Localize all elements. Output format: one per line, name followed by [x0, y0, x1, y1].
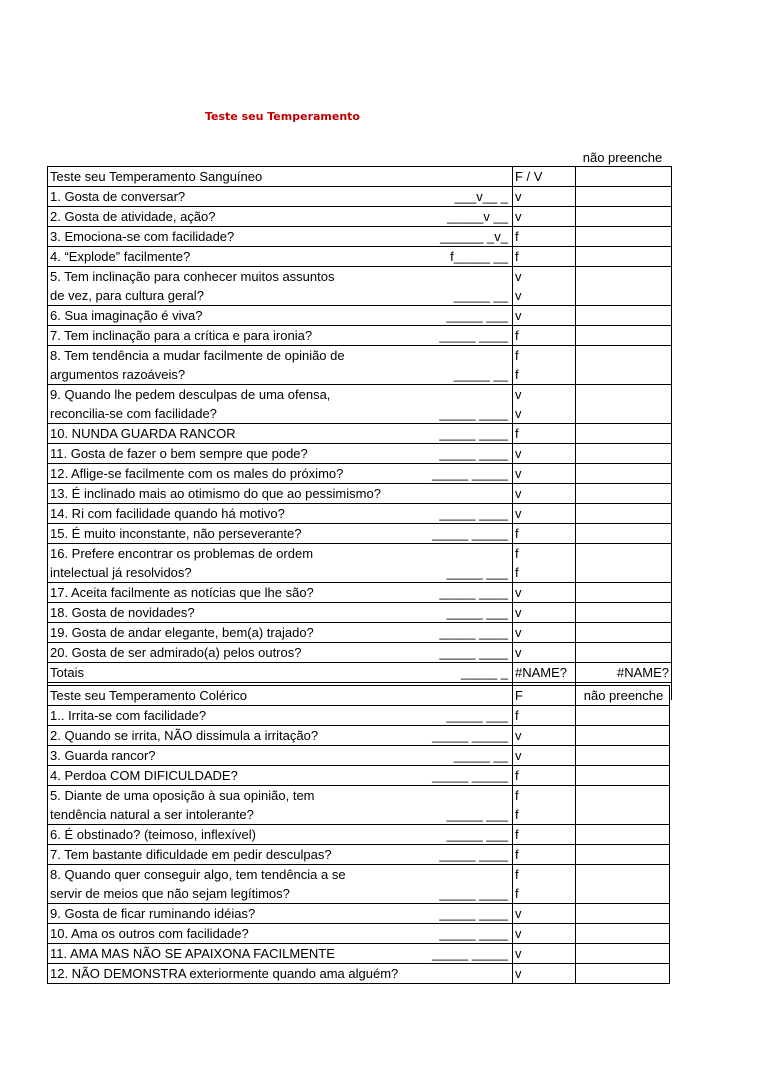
sanguineo-answer-cell[interactable]: v: [513, 286, 576, 306]
sanguineo-extra-cell: [576, 504, 672, 524]
sanguineo-answer-cell[interactable]: f: [513, 247, 576, 267]
sanguineo-answer-blank[interactable]: _____ _____: [432, 466, 508, 481]
sanguineo-row: [48, 286, 672, 306]
sanguineo-question-text: intelectual já resolvidos?: [50, 565, 192, 580]
sanguineo-row: [48, 187, 672, 207]
colerico-answer-blank[interactable]: _____ ___: [446, 807, 508, 822]
sanguineo-question-text: 18. Gosta de novidades?: [50, 605, 195, 620]
sanguineo-col-extra: [576, 167, 672, 187]
sanguineo-question-cell: [48, 267, 513, 287]
sanguineo-answer-cell[interactable]: v: [513, 643, 576, 663]
sanguineo-answer-cell[interactable]: f: [513, 424, 576, 444]
totals-row: [48, 663, 672, 683]
colerico-question-text: 2. Quando se irrita, NÃO dissimula a irritação?: [50, 728, 319, 743]
sanguineo-table: [47, 166, 672, 700]
sanguineo-question-text: 4. “Explode” facilmente?: [50, 249, 191, 264]
colerico-question-cell: [48, 924, 513, 944]
colerico-answer-blank[interactable]: _____ ____: [439, 926, 508, 941]
sanguineo-question-cell: [48, 583, 513, 603]
sanguineo-answer-blank[interactable]: f_____ __: [450, 249, 508, 264]
sanguineo-row: [48, 424, 672, 444]
sanguineo-question-cell: [48, 187, 513, 207]
colerico-question-cell: [48, 944, 513, 964]
sanguineo-question-text: 1. Gosta de conversar?: [50, 189, 186, 204]
sanguineo-extra-cell: [576, 306, 672, 326]
sanguineo-row: [48, 484, 672, 504]
colerico-extra-cell: [576, 845, 670, 865]
sanguineo-header-row: [48, 167, 672, 187]
sanguineo-row: [48, 643, 672, 663]
sanguineo-extra-cell: [576, 365, 672, 385]
sanguineo-extra-cell: [576, 404, 672, 424]
sanguineo-answer-blank[interactable]: _____ ____: [439, 406, 508, 421]
colerico-answer-cell[interactable]: f: [513, 865, 576, 885]
sanguineo-answer-cell[interactable]: v: [513, 603, 576, 623]
sanguineo-question-cell: [48, 424, 513, 444]
colerico-answer-cell[interactable]: f: [513, 766, 576, 786]
colerico-row: [48, 924, 670, 944]
sanguineo-answer-blank[interactable]: _____ ____: [439, 625, 508, 640]
sanguineo-row: [48, 207, 672, 227]
colerico-extra-cell: [576, 964, 670, 984]
sanguineo-question-text: de vez, para cultura geral?: [50, 288, 204, 303]
sanguineo-question-text: 14. Ri com facilidade quando há motivo?: [50, 506, 285, 521]
colerico-row: [48, 766, 670, 786]
colerico-row: [48, 746, 670, 766]
colerico-row: [48, 884, 670, 904]
colerico-row: [48, 805, 670, 825]
colerico-extra-cell: [576, 924, 670, 944]
sanguineo-answer-cell[interactable]: v: [513, 267, 576, 287]
sanguineo-answer-cell[interactable]: v: [513, 444, 576, 464]
colerico-question-text: 5. Diante de uma oposição à sua opinião, tem: [50, 788, 315, 803]
colerico-row: [48, 865, 670, 885]
totals-blank: _____ _: [461, 665, 508, 680]
sanguineo-question-cell: [48, 484, 513, 504]
sanguineo-row: [48, 267, 672, 287]
colerico-row: [48, 786, 670, 806]
sanguineo-question-text: 12. Aflige-se facilmente com os males do próximo?: [50, 466, 344, 481]
colerico-question-cell: [48, 706, 513, 726]
sanguineo-question-text: 3. Emociona-se com facilidade?: [50, 229, 235, 244]
sanguineo-answer-cell[interactable]: v: [513, 504, 576, 524]
sanguineo-question-text: 11. Gosta de fazer o bem sempre que pode?: [50, 446, 308, 461]
sanguineo-answer-blank[interactable]: _____ ___: [446, 605, 508, 620]
sanguineo-question-text: argumentos razoáveis?: [50, 367, 186, 382]
sanguineo-question-cell: [48, 227, 513, 247]
top-note: não preenche: [582, 150, 663, 165]
colerico-question-text: 10. Ama os outros com facilidade?: [50, 926, 249, 941]
colerico-answer-cell[interactable]: v: [513, 964, 576, 984]
sanguineo-extra-cell: [576, 326, 672, 346]
colerico-extra-cell: [576, 865, 670, 885]
sanguineo-question-text: reconcilia-se com facilidade?: [50, 406, 217, 421]
sanguineo-extra-cell: [576, 583, 672, 603]
colerico-question-text: tendência natural a ser intolerante?: [50, 807, 254, 822]
sanguineo-row: [48, 247, 672, 267]
colerico-question-cell: [48, 904, 513, 924]
sanguineo-question-text: 17. Aceita facilmente as notícias que lhe são?: [50, 585, 314, 600]
colerico-answer-blank[interactable]: _____ ___: [446, 708, 508, 723]
colerico-question-cell: [48, 964, 513, 984]
sanguineo-question-text: 15. É muito inconstante, não perseverante?: [50, 526, 302, 541]
sanguineo-extra-cell: [576, 444, 672, 464]
sanguineo-question-text: 7. Tem inclinação para a crítica e para ironia?: [50, 328, 313, 343]
colerico-question-text: 4. Perdoa COM DIFICULDADE?: [50, 768, 238, 783]
sanguineo-extra-cell: [576, 544, 672, 564]
sanguineo-question-cell: [48, 306, 513, 326]
sanguineo-answer-blank[interactable]: _____ ____: [439, 426, 508, 441]
sanguineo-answer-cell[interactable]: f: [513, 346, 576, 366]
colerico-answer-blank[interactable]: _____ ____: [439, 847, 508, 862]
sanguineo-answer-cell[interactable]: v: [513, 385, 576, 405]
sanguineo-question-text: 5. Tem inclinação para conhecer muitos assuntos: [50, 269, 335, 284]
sanguineo-extra-cell: [576, 207, 672, 227]
colerico-question-cell: [48, 746, 513, 766]
sanguineo-question-text: 9. Quando lhe pedem desculpas de uma ofensa,: [50, 387, 331, 402]
sanguineo-question-cell: [48, 247, 513, 267]
colerico-answer-cell[interactable]: v: [513, 904, 576, 924]
sanguineo-answer-blank[interactable]: _____ ____: [439, 328, 508, 343]
colerico-answer-blank[interactable]: _____ ___: [446, 827, 508, 842]
colerico-header-row: [48, 686, 670, 706]
sanguineo-answer-cell[interactable]: v: [513, 623, 576, 643]
sanguineo-answer-cell[interactable]: v: [513, 306, 576, 326]
sanguineo-extra-cell: [576, 643, 672, 663]
sanguineo-extra-cell: [576, 267, 672, 287]
sanguineo-answer-blank[interactable]: _____ __: [453, 288, 508, 303]
sanguineo-question-cell: [48, 365, 513, 385]
sanguineo-answer-blank[interactable]: _____ ____: [439, 506, 508, 521]
colerico-answer-cell[interactable]: f: [513, 786, 576, 806]
colerico-question-text: 11. AMA MAS NÃO SE APAIXONA FACILMENTE: [50, 946, 335, 961]
sanguineo-extra-cell: [576, 227, 672, 247]
sanguineo-question-text: 13. É inclinado mais ao otimismo do que ao pessimismo?: [50, 486, 381, 501]
sanguineo-question-cell: [48, 563, 513, 583]
colerico-extra-cell: [576, 805, 670, 825]
colerico-table: [47, 685, 670, 984]
sanguineo-extra-cell: [576, 346, 672, 366]
sanguineo-answer-cell[interactable]: f: [513, 227, 576, 247]
colerico-question-text: 9. Gosta de ficar ruminando idéias?: [50, 906, 256, 921]
colerico-question-text: 7. Tem bastante dificuldade em pedir desculpas?: [50, 847, 332, 862]
sanguineo-question-cell: [48, 286, 513, 306]
sanguineo-row: [48, 404, 672, 424]
sanguineo-extra-cell: [576, 484, 672, 504]
sanguineo-question-cell: [48, 603, 513, 623]
sanguineo-extra-cell: [576, 385, 672, 405]
sanguineo-question-text: 8. Tem tendência a mudar facilmente de opinião de: [50, 348, 345, 363]
sanguineo-answer-blank[interactable]: _____ ____: [439, 585, 508, 600]
colerico-answer-cell[interactable]: v: [513, 924, 576, 944]
sanguineo-extra-cell: [576, 524, 672, 544]
colerico-answer-cell[interactable]: f: [513, 845, 576, 865]
sanguineo-answer-cell[interactable]: v: [513, 484, 576, 504]
sanguineo-answer-blank[interactable]: _____v __: [447, 209, 508, 224]
sanguineo-answer-blank[interactable]: _____ _____: [432, 526, 508, 541]
sanguineo-row: [48, 326, 672, 346]
sanguineo-answer-blank[interactable]: _____ ___: [446, 565, 508, 580]
colerico-question-text: 12. NÃO DEMONSTRA exteriormente quando ama alguém?: [50, 966, 399, 981]
totals-label: [48, 663, 513, 683]
colerico-answer-blank[interactable]: _____ _____: [432, 768, 508, 783]
sanguineo-question-cell: [48, 544, 513, 564]
colerico-extra-cell: [576, 884, 670, 904]
colerico-extra-cell: [576, 746, 670, 766]
totals-label-text: Totais: [50, 665, 84, 680]
sanguineo-row: [48, 444, 672, 464]
sanguineo-question-cell: [48, 504, 513, 524]
colerico-answer-blank[interactable]: _____ _____: [432, 946, 508, 961]
sanguineo-answer-blank[interactable]: _____ ____: [439, 446, 508, 461]
colerico-extra-cell: [576, 786, 670, 806]
colerico-extra-cell: [576, 766, 670, 786]
sanguineo-question-text: 10. NUNDA GUARDA RANCOR: [50, 426, 236, 441]
colerico-answer-blank[interactable]: _____ _____: [432, 728, 508, 743]
sanguineo-extra-cell: [576, 424, 672, 444]
sanguineo-row: [48, 227, 672, 247]
colerico-question-cell: [48, 825, 513, 845]
sanguineo-extra-cell: [576, 464, 672, 484]
colerico-answer-blank[interactable]: _____ ____: [439, 906, 508, 921]
sanguineo-answer-cell[interactable]: f: [513, 524, 576, 544]
sanguineo-header: Teste seu Temperamento Sanguíneo: [48, 167, 513, 187]
colerico-extra-cell: [576, 825, 670, 845]
sanguineo-question-cell: [48, 464, 513, 484]
sanguineo-answer-cell[interactable]: v: [513, 187, 576, 207]
colerico-row: [48, 904, 670, 924]
totals-value: #NAME?: [513, 663, 576, 683]
colerico-answer-cell[interactable]: v: [513, 944, 576, 964]
colerico-question-cell: [48, 786, 513, 806]
colerico-answer-cell[interactable]: v: [513, 726, 576, 746]
sanguineo-question-cell: [48, 643, 513, 663]
sanguineo-answer-cell[interactable]: v: [513, 583, 576, 603]
colerico-answer-cell[interactable]: f: [513, 825, 576, 845]
sanguineo-extra-cell: [576, 563, 672, 583]
colerico-row: [48, 845, 670, 865]
sanguineo-row: [48, 623, 672, 643]
colerico-header: Teste seu Temperamento Colérico: [48, 686, 513, 706]
sanguineo-row: [48, 583, 672, 603]
sanguineo-question-cell: [48, 524, 513, 544]
sanguineo-question-cell: [48, 326, 513, 346]
sanguineo-extra-cell: [576, 603, 672, 623]
colerico-question-cell: [48, 726, 513, 746]
sanguineo-col-header: F / V: [513, 167, 576, 187]
sanguineo-question-text: 20. Gosta de ser admirado(a) pelos outros?: [50, 645, 302, 660]
colerico-col-note: não preenche: [576, 686, 670, 706]
colerico-extra-cell: [576, 944, 670, 964]
sanguineo-question-cell: [48, 346, 513, 366]
sanguineo-question-text: 19. Gosta de andar elegante, bem(a) trajado?: [50, 625, 314, 640]
sanguineo-question-text: 16. Prefere encontrar os problemas de ordem: [50, 546, 314, 561]
sanguineo-question-text: 2. Gosta de atividade, ação?: [50, 209, 216, 224]
colerico-question-cell: [48, 805, 513, 825]
colerico-row: [48, 964, 670, 984]
sanguineo-question-cell: [48, 404, 513, 424]
sanguineo-answer-cell[interactable]: v: [513, 404, 576, 424]
colerico-answer-blank[interactable]: _____ ____: [439, 886, 508, 901]
colerico-question-text: servir de meios que não sejam legítimos?: [50, 886, 290, 901]
colerico-question-text: 1.. Irrita-se com facilidade?: [50, 708, 207, 723]
sanguineo-extra-cell: [576, 247, 672, 267]
colerico-extra-cell: [576, 904, 670, 924]
sanguineo-answer-cell[interactable]: f: [513, 365, 576, 385]
colerico-answer-cell[interactable]: f: [513, 706, 576, 726]
colerico-answer-blank[interactable]: _____ __: [453, 748, 508, 763]
sanguineo-answer-blank[interactable]: _____ __: [453, 367, 508, 382]
sanguineo-row: [48, 544, 672, 564]
sanguineo-extra-cell: [576, 286, 672, 306]
colerico-answer-cell[interactable]: f: [513, 884, 576, 904]
sanguineo-answer-cell[interactable]: v: [513, 464, 576, 484]
sanguineo-question-text: 6. Sua imaginação é viva?: [50, 308, 203, 323]
colerico-question-cell: [48, 766, 513, 786]
totals-extra: #NAME?: [576, 663, 672, 683]
colerico-extra-cell: [576, 706, 670, 726]
colerico-question-cell: [48, 845, 513, 865]
sanguineo-row: [48, 603, 672, 623]
colerico-row: [48, 706, 670, 726]
colerico-answer-cell[interactable]: f: [513, 805, 576, 825]
colerico-extra-cell: [576, 726, 670, 746]
colerico-question-cell: [48, 884, 513, 904]
colerico-row: [48, 825, 670, 845]
sanguineo-answer-blank[interactable]: _____ ____: [439, 645, 508, 660]
sanguineo-answer-cell[interactable]: f: [513, 326, 576, 346]
sanguineo-answer-cell[interactable]: v: [513, 207, 576, 227]
colerico-answer-cell[interactable]: v: [513, 746, 576, 766]
sanguineo-answer-blank[interactable]: ___v__ _: [454, 189, 508, 204]
colerico-question-text: 6. É obstinado? (teimoso, inflexível): [50, 827, 256, 842]
colerico-question-text: 3. Guarda rancor?: [50, 748, 156, 763]
sanguineo-row: [48, 385, 672, 405]
sanguineo-answer-cell[interactable]: f: [513, 544, 576, 564]
colerico-row: [48, 944, 670, 964]
sanguineo-row: [48, 464, 672, 484]
sanguineo-row: [48, 306, 672, 326]
sanguineo-question-cell: [48, 444, 513, 464]
sanguineo-question-cell: [48, 623, 513, 643]
sanguineo-row: [48, 365, 672, 385]
sanguineo-extra-cell: [576, 623, 672, 643]
sanguineo-question-cell: [48, 385, 513, 405]
sanguineo-row: [48, 504, 672, 524]
sanguineo-answer-cell[interactable]: f: [513, 563, 576, 583]
sanguineo-answer-blank[interactable]: _____ ___: [446, 308, 508, 323]
sanguineo-row: [48, 524, 672, 544]
sanguineo-row: [48, 346, 672, 366]
sanguineo-extra-cell: [576, 187, 672, 207]
sanguineo-row: [48, 563, 672, 583]
colerico-question-text: 8. Quando quer conseguir algo, tem tendência a se: [50, 867, 346, 882]
sanguineo-answer-blank[interactable]: ______ _v_: [440, 229, 508, 244]
colerico-question-cell: [48, 865, 513, 885]
sanguineo-question-cell: [48, 207, 513, 227]
colerico-col-header: F: [513, 686, 576, 706]
colerico-row: [48, 726, 670, 746]
page-title: Teste seu Temperamento: [205, 110, 360, 123]
